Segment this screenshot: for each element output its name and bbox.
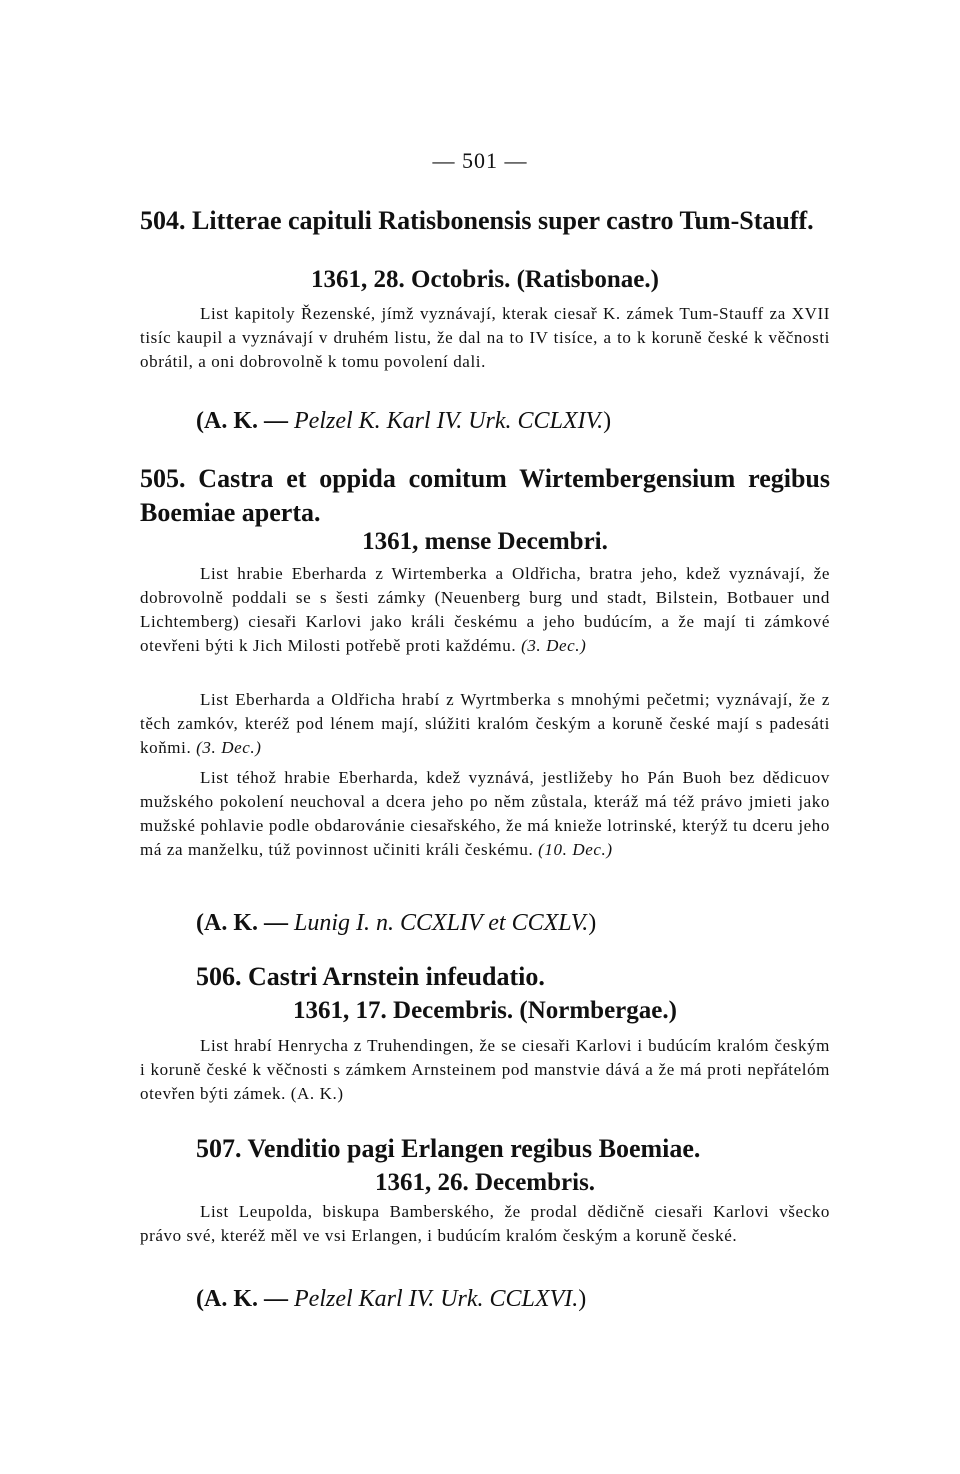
doc-504-date: 1361, 28. Octobris. (Ratisbonae.) [311, 266, 659, 293]
doc-504-source-prefix: (A. K. — [196, 408, 288, 434]
doc-505-para-2 [140, 688, 830, 760]
doc-505-para-3 [140, 766, 830, 862]
doc-507-text: List Leupolda, biskupa Bamberského, že prodal dědičně ciesaři Karlovi všecko právo své, kteréž měl ve vsi Erlangen, i budúcím kralóm českým a koruně české. [140, 1202, 830, 1245]
doc-505-source-ref: Lunig I. n. CCXLIV et CCXLV. [294, 910, 589, 936]
doc-505-para-2-text: List Eberharda a Oldřicha hrabí z Wyrtmberka s mnohými pečetmi; vyznávají, že z těch zamkóv, kteréž pod lénem mají, slúžiti kralóm českým a koruně české mají s padesáti koňmi. [140, 690, 830, 757]
doc-505-para-1-date: (3. Dec.) [521, 636, 587, 655]
doc-507-date: 1361, 26. Decembris. [374, 1169, 596, 1196]
doc-505-date: 1361, mense Decembri. [362, 528, 608, 555]
doc-505-para-3-text: List téhož hrabie Eberharda, kdež vyznává, jestližeby ho Pán Buoh bez dědicuov mužského pokolení neuchoval a dcera jeho po něm zůstala, kteráž má též právo jmieti jako mužské pohlavie podle obdarovánie ciesařského, že má knieže lotrinské, kterýž tu dceru jeho má za manželku, túž povinnost učiniti králi českému. [140, 768, 830, 859]
doc-505-title: 505. Castra et oppida comitum Wirtembergensium regibus Boemiae aperta. [140, 464, 830, 527]
doc-505-para-1 [140, 562, 830, 658]
doc-505-para-3-date: (10. Dec.) [538, 840, 613, 859]
doc-506-text: List hrabí Henrycha z Truhendingen, že se ciesaři Karlovi i budúcím kralóm českým i koruně české k věčnosti s zámkem Arnsteinem pod manstvie dává a že má proti nepřátelóm otevřen býti zámek. (A. K.) [140, 1036, 830, 1103]
doc-504-source-ref: Pelzel K. Karl IV. Urk. CCLXIV. [294, 408, 604, 434]
doc-507-source [196, 1284, 836, 1314]
doc-507-source-suffix: ) [578, 1286, 587, 1312]
doc-505-source-prefix: (A. K. — [196, 910, 288, 936]
doc-505-para-2-date: (3. Dec.) [196, 738, 262, 757]
doc-507-title: 507. Venditio pagi Erlangen regibus Boemiae. [196, 1134, 701, 1163]
doc-507-source-ref: Pelzel Karl IV. Urk. CCLXVI. [294, 1286, 579, 1312]
page-number: — 501 — [432, 148, 528, 173]
doc-507-source-prefix: (A. K. — [196, 1286, 288, 1312]
doc-505-source [196, 908, 836, 938]
doc-505-para-1-text: List hrabie Eberharda z Wirtemberka a Oldřicha, bratra jeho, kdež vyznávají, že dobrovolně poddali se s šesti zámky (Neuenberg burg und stadt, Bilstein, Botbauer und Lichtemberg) ciesaři Karlovi jako králi českému a jeho budúcím, a že mají ti zámkové otevřeni býti k Jich Milosti potřebě proti každému. [140, 564, 830, 655]
doc-504-title: 504. Litterae capituli Ratisbonensis super castro Tum-Stauff. [140, 206, 814, 235]
doc-506-date: 1361, 17. Decembris. (Normbergae.) [293, 997, 677, 1024]
doc-504-source [196, 406, 836, 436]
doc-506-title: 506. Castri Arnstein infeudatio. [196, 962, 545, 991]
doc-504-source-suffix: ) [603, 408, 612, 434]
doc-504-text: List kapitoly Řezenské, jímž vyznávají, kterak ciesař K. zámek Tum-Stauff za XVII tisíc kaupil a vyznávají v druhém listu, že dal na to IV tisíce, a to k koruně české k věčnosti obrátil, a oni dobrovolně k tomu povolení dali. [140, 304, 830, 371]
doc-505-source-suffix: ) [588, 910, 597, 936]
